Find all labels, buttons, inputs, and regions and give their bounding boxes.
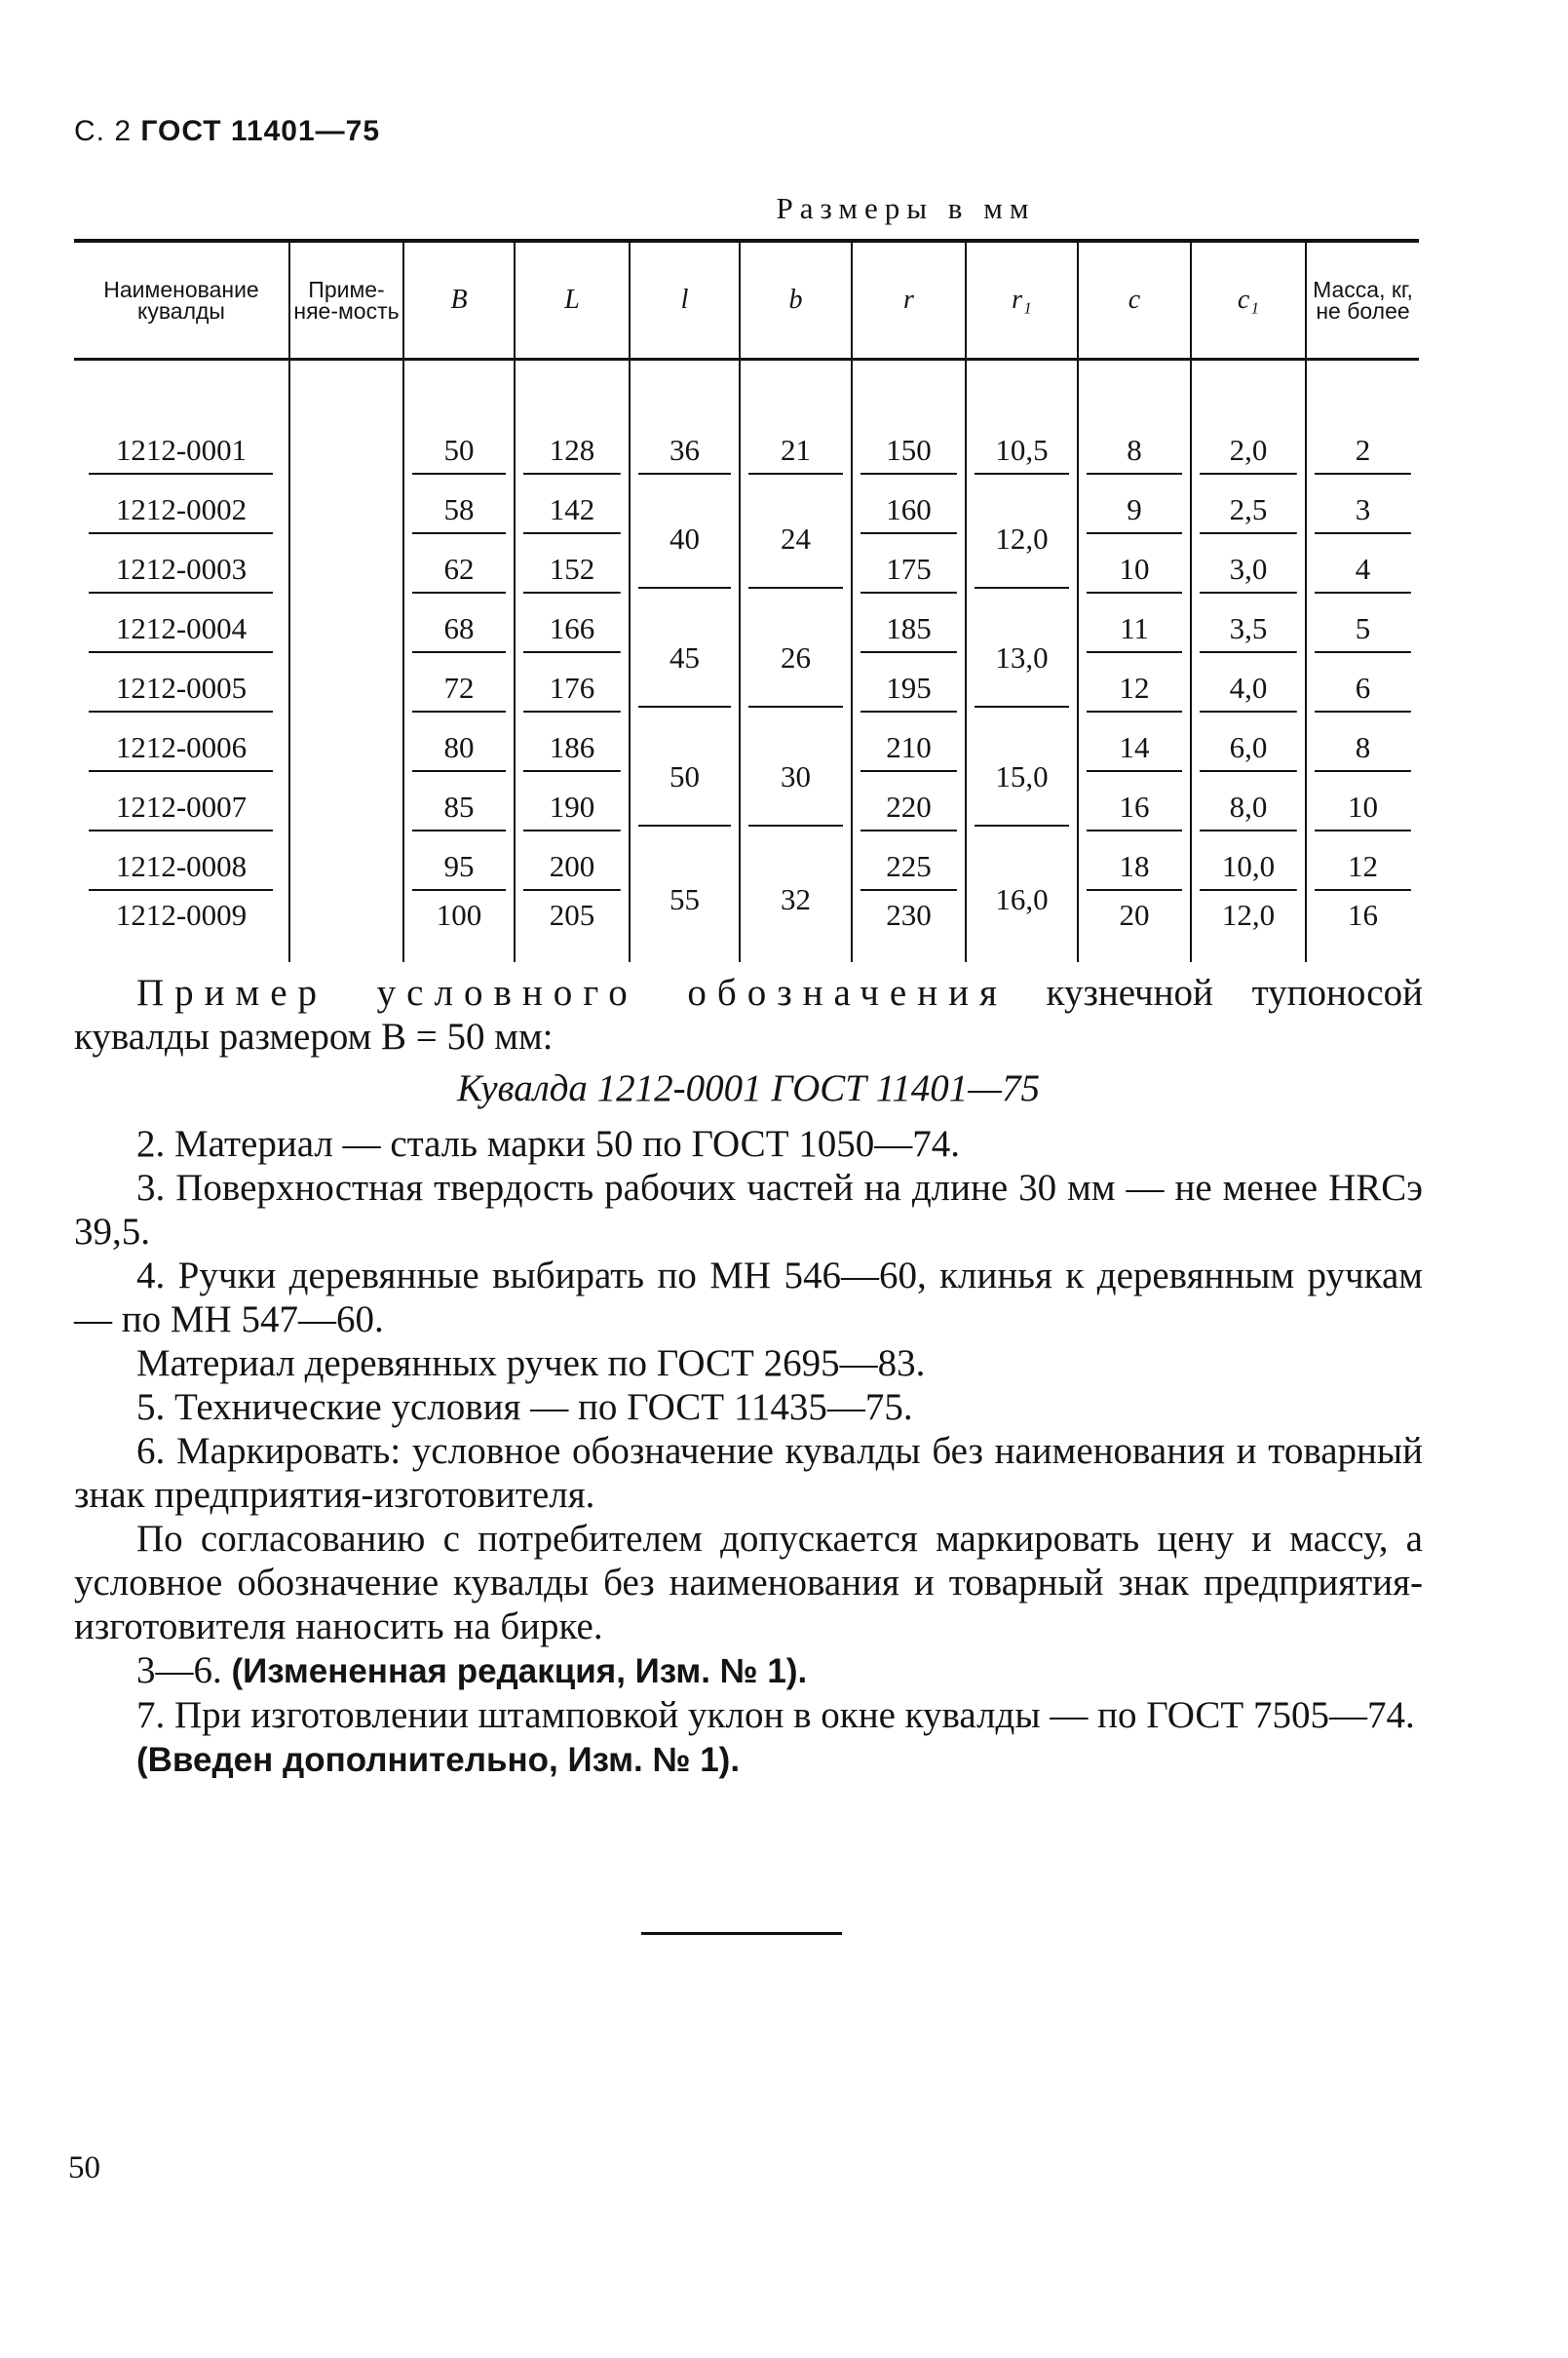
cell-r: 210 (852, 717, 966, 777)
cell-c1: 3,5 (1191, 599, 1306, 658)
cell-l: 40 (630, 480, 740, 599)
cell-c1: 8,0 (1191, 777, 1306, 836)
cell-applicability (289, 777, 403, 836)
cell-mass: 12 (1306, 836, 1419, 896)
cell-c: 20 (1078, 896, 1191, 962)
cell-r1: 10,5 (966, 420, 1078, 480)
table-caption: Размеры в мм (776, 191, 1036, 225)
cell-c: 12 (1078, 658, 1191, 717)
cell-c: 11 (1078, 599, 1191, 658)
spacer-cell (852, 360, 966, 421)
cell-mass: 6 (1306, 658, 1419, 717)
page-number: 50 (68, 2150, 100, 2185)
cell-applicability (289, 896, 403, 962)
cell-mass: 4 (1306, 539, 1419, 599)
cell-l: 50 (630, 717, 740, 836)
col-mass-header: Масса, кг, не более (1306, 241, 1419, 360)
cell-c1: 4,0 (1191, 658, 1306, 717)
item-3: 3. Поверхностная твердость рабочих частей на длине 30 мм — не менее HRCэ 39,5. (74, 1167, 1423, 1253)
cell-mass: 10 (1306, 777, 1419, 836)
cell-B: 100 (403, 896, 515, 962)
col-applicability-header: Приме-няе-мость (289, 241, 403, 360)
item-7: 7. При изготовлении штамповкой уклон в окне кувалды — по ГОСТ 7505—74. (136, 1694, 1415, 1736)
cell-B: 58 (403, 480, 515, 539)
table-row (74, 836, 1419, 896)
cell-r: 160 (852, 480, 966, 539)
example-intro-lead: Пример условного обозначения (136, 972, 1008, 1014)
spacer-cell (1191, 360, 1306, 421)
end-rule (641, 1932, 842, 1935)
cell-r: 230 (852, 896, 966, 962)
cell-b: 26 (740, 599, 852, 717)
cell-name: 1212-0002 (74, 480, 289, 539)
standard-code: ГОСТ 11401—75 (140, 115, 381, 147)
cell-L: 176 (515, 658, 630, 717)
cell-c: 16 (1078, 777, 1191, 836)
item-6: 6. Маркировать: условное обозначение кувалды без наименования и товарный знак предприятия-изготовителя. (74, 1430, 1423, 1516)
cell-B: 95 (403, 836, 515, 896)
cell-applicability (289, 658, 403, 717)
col-r-header: r (852, 241, 966, 360)
cell-r: 220 (852, 777, 966, 836)
cell-mass: 5 (1306, 599, 1419, 658)
spacer-cell (1306, 360, 1419, 421)
amendment-range: 3—6. (136, 1649, 232, 1691)
item-2: 2. Материал — сталь марки 50 по ГОСТ 1050—74. (136, 1123, 961, 1165)
cell-L: 142 (515, 480, 630, 539)
cell-L: 186 (515, 717, 630, 777)
cell-applicability (289, 539, 403, 599)
cell-b: 32 (740, 836, 852, 962)
cell-L: 152 (515, 539, 630, 599)
cell-c1: 3,0 (1191, 539, 1306, 599)
item-4-note: Материал деревянных ручек по ГОСТ 2695—83. (136, 1342, 926, 1384)
col-L-header: L (515, 241, 630, 360)
col-c-header: c (1078, 241, 1191, 360)
cell-mass: 8 (1306, 717, 1419, 777)
spacer-cell (966, 360, 1078, 421)
cell-name: 1212-0009 (115, 898, 248, 932)
example-intro (74, 971, 1423, 1059)
cell-applicability (289, 480, 403, 539)
cell-c: 14 (1078, 717, 1191, 777)
cell-L: 205 (515, 896, 630, 962)
cell-c: 8 (1078, 420, 1191, 480)
item-7-note-text: (Введен дополнительно, Изм. № 1). (136, 1741, 741, 1779)
cell-B: 72 (403, 658, 515, 717)
table-spacer-row (74, 360, 1419, 421)
spacer-cell (403, 360, 515, 421)
cell-c1: 2,0 (1191, 420, 1306, 480)
cell-applicability (289, 717, 403, 777)
cell-c: 10 (1078, 539, 1191, 599)
cell-r: 195 (852, 658, 966, 717)
body-text (74, 971, 1423, 1782)
cell-b: 24 (740, 480, 852, 599)
cell-b: 21 (740, 420, 852, 480)
spacer-cell (289, 360, 403, 421)
cell-name: 1212-0005 (74, 658, 289, 717)
cell-r1: 13,0 (966, 599, 1078, 717)
item-6-note: По согласованию с потребителем допускается маркировать цену и массу, а условное обозначение кувалды без наименования и товарный знак предприятия-изготовителя наносить на бирке. (74, 1518, 1423, 1647)
cell-c: 18 (1078, 836, 1191, 896)
cell-l: 36 (630, 420, 740, 480)
cell-r: 185 (852, 599, 966, 658)
table-row (74, 599, 1419, 658)
table-row (74, 717, 1419, 777)
cell-c: 9 (1078, 480, 1191, 539)
item-4: 4. Ручки деревянные выбирать по МН 546—60, клинья к деревянным ручкам — по МН 547—60. (74, 1255, 1423, 1340)
example-designation: Кувалда 1212-0001 ГОСТ 11401—75 (457, 1067, 1040, 1109)
cell-c1: 10,0 (1191, 836, 1306, 896)
cell-B: 50 (403, 420, 515, 480)
cell-name: 1212-0008 (74, 836, 289, 896)
amendment-text: (Измененная редакция, Изм. № 1). (231, 1652, 808, 1690)
cell-applicability (289, 836, 403, 896)
cell-mass: 16 (1306, 896, 1419, 962)
cell-L: 128 (515, 420, 630, 480)
spacer-cell (1078, 360, 1191, 421)
cell-c1: 12,0 (1191, 896, 1306, 962)
cell-B: 80 (403, 717, 515, 777)
cell-applicability (289, 420, 403, 480)
col-r1-header: r₁ (966, 241, 1078, 360)
cell-L: 200 (515, 836, 630, 896)
cell-L: 166 (515, 599, 630, 658)
amendment-note (74, 1648, 1423, 1693)
table-header-row (74, 241, 1419, 360)
cell-l: 55 (630, 836, 740, 962)
dimensions-table (74, 239, 1419, 962)
cell-b: 30 (740, 717, 852, 836)
col-c1-header: c₁ (1191, 241, 1306, 360)
cell-name: 1212-0001 (74, 420, 289, 480)
spacer-cell (74, 360, 289, 421)
col-l-header: l (630, 241, 740, 360)
col-B-header: B (403, 241, 515, 360)
cell-B: 85 (403, 777, 515, 836)
cell-r1: 16,0 (966, 836, 1078, 962)
table-row (74, 420, 1419, 480)
item-7-note (74, 1737, 1423, 1782)
cell-mass: 2 (1306, 420, 1419, 480)
spacer-cell (630, 360, 740, 421)
cell-mass: 3 (1306, 480, 1419, 539)
cell-c1: 2,5 (1191, 480, 1306, 539)
col-b-header: b (740, 241, 852, 360)
cell-r1: 15,0 (966, 717, 1078, 836)
cell-name: 1212-0004 (74, 599, 289, 658)
item-5: 5. Технические условия — по ГОСТ 11435—75. (136, 1386, 913, 1428)
cell-B: 62 (403, 539, 515, 599)
col-name-header: Наименование кувалды (74, 241, 289, 360)
cell-name: 1212-0007 (74, 777, 289, 836)
cell-r: 175 (852, 539, 966, 599)
spacer-cell (740, 360, 852, 421)
cell-name: 1212-0003 (74, 539, 289, 599)
cell-L: 190 (515, 777, 630, 836)
table-row (74, 480, 1419, 539)
cell-name: 1212-0006 (74, 717, 289, 777)
example-intro-rest: кузнечной тупоносой кувалды размером B = 50 мм: (74, 972, 1423, 1058)
cell-l: 45 (630, 599, 740, 717)
cell-r: 225 (852, 836, 966, 896)
cell-r1: 12,0 (966, 480, 1078, 599)
page-header (74, 115, 380, 148)
page-prefix: С. 2 (74, 115, 133, 147)
spacer-cell (515, 360, 630, 421)
cell-B: 68 (403, 599, 515, 658)
cell-applicability (289, 599, 403, 658)
cell-c1: 6,0 (1191, 717, 1306, 777)
cell-r: 150 (852, 420, 966, 480)
